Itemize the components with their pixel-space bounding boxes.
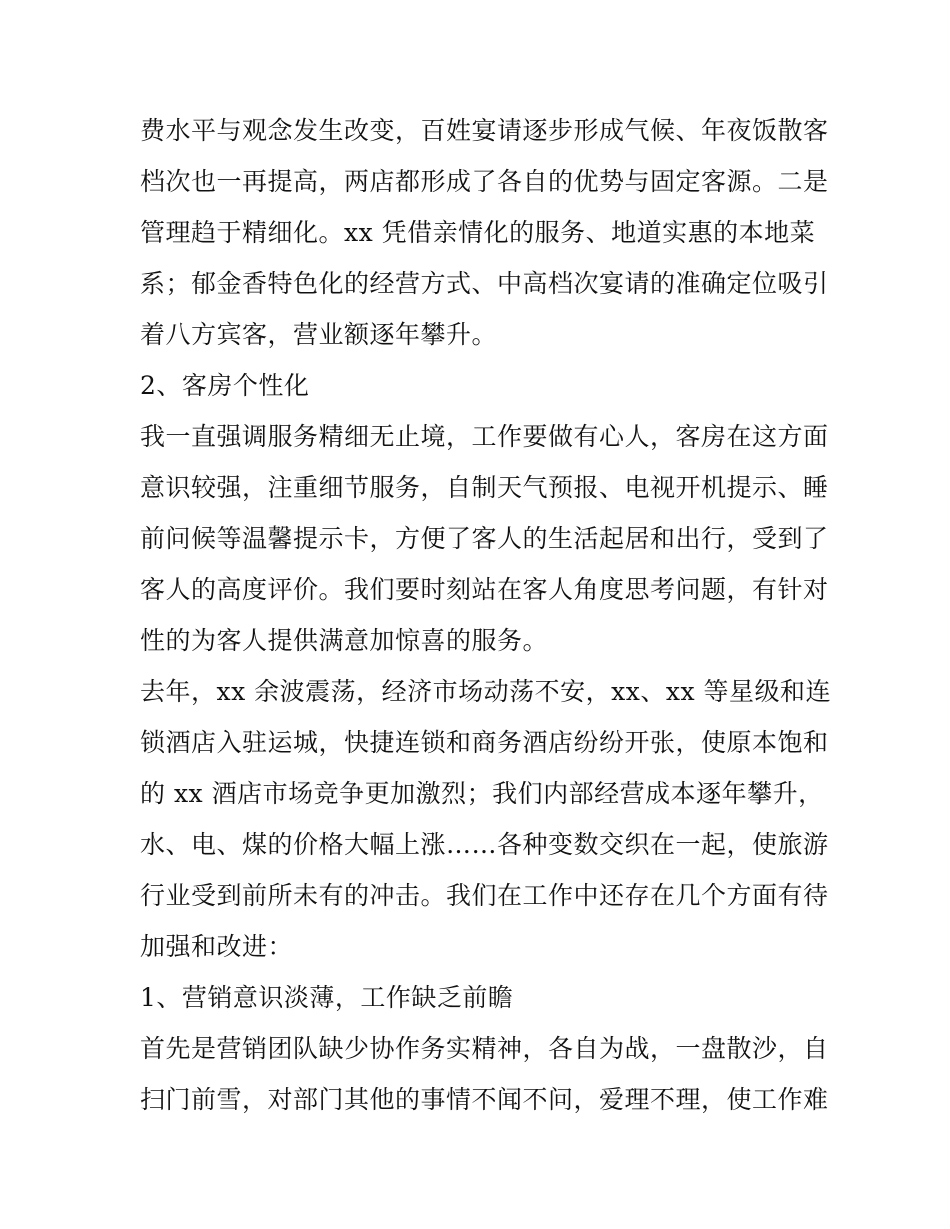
text-line: 水、电、煤的价格大幅上涨……各种变数交织在一起，使旅游 xyxy=(140,830,829,859)
text-line: 加强和改进： xyxy=(140,932,294,961)
text-line: 着八方宾客，营业额逐年攀升。 xyxy=(140,320,498,349)
text-line: 去年，xx 余波震荡，经济市场动荡不安，xx、xx 等星级和连 xyxy=(140,677,831,706)
text-line: 前问候等温馨提示卡，方便了客人的生活起居和出行，受到了 xyxy=(140,524,829,553)
text-line: 意识较强，注重细节服务，自制天气预报、电视开机提示、睡 xyxy=(140,473,829,502)
text-line: 首先是营销团队缺少协作务实精神，各自为战，一盘散沙，自 xyxy=(140,1034,829,1063)
text-line: 管理趋于精细化。xx 凭借亲情化的服务、地道实惠的本地菜 xyxy=(140,218,816,247)
document-body xyxy=(140,105,831,1125)
text-line: 费水平与观念发生改变，百姓宴请逐步形成气候、年夜饭散客 xyxy=(140,116,829,145)
text-line: 档次也一再提高，两店都形成了各自的优势与固定客源。二是 xyxy=(140,167,829,196)
text-line: 锁酒店入驻运城，快捷连锁和商务酒店纷纷开张，使原本饱和 xyxy=(140,728,829,757)
text-line: 性的为客人提供满意加惊喜的服务。 xyxy=(140,626,549,655)
text-line: 客人的高度评价。我们要时刻站在客人角度思考问题，有针对 xyxy=(140,575,829,604)
section-heading: 2、客房个性化 xyxy=(140,371,310,400)
text-line: 的 xx 酒店市场竞争更加激烈；我们内部经营成本逐年攀升， xyxy=(140,779,824,808)
text-line: 我一直强调服务精细无止境，工作要做有心人，客房在这方面 xyxy=(140,422,829,451)
text-line: 扫门前雪，对部门其他的事情不闻不问，爱理不理，使工作难 xyxy=(140,1085,829,1114)
section-heading: 1、营销意识淡薄，工作缺乏前瞻 xyxy=(140,983,514,1012)
text-line: 行业受到前所未有的冲击。我们在工作中还存在几个方面有待 xyxy=(140,881,829,910)
text-line: 系；郁金香特色化的经营方式、中高档次宴请的准确定位吸引 xyxy=(140,269,829,298)
